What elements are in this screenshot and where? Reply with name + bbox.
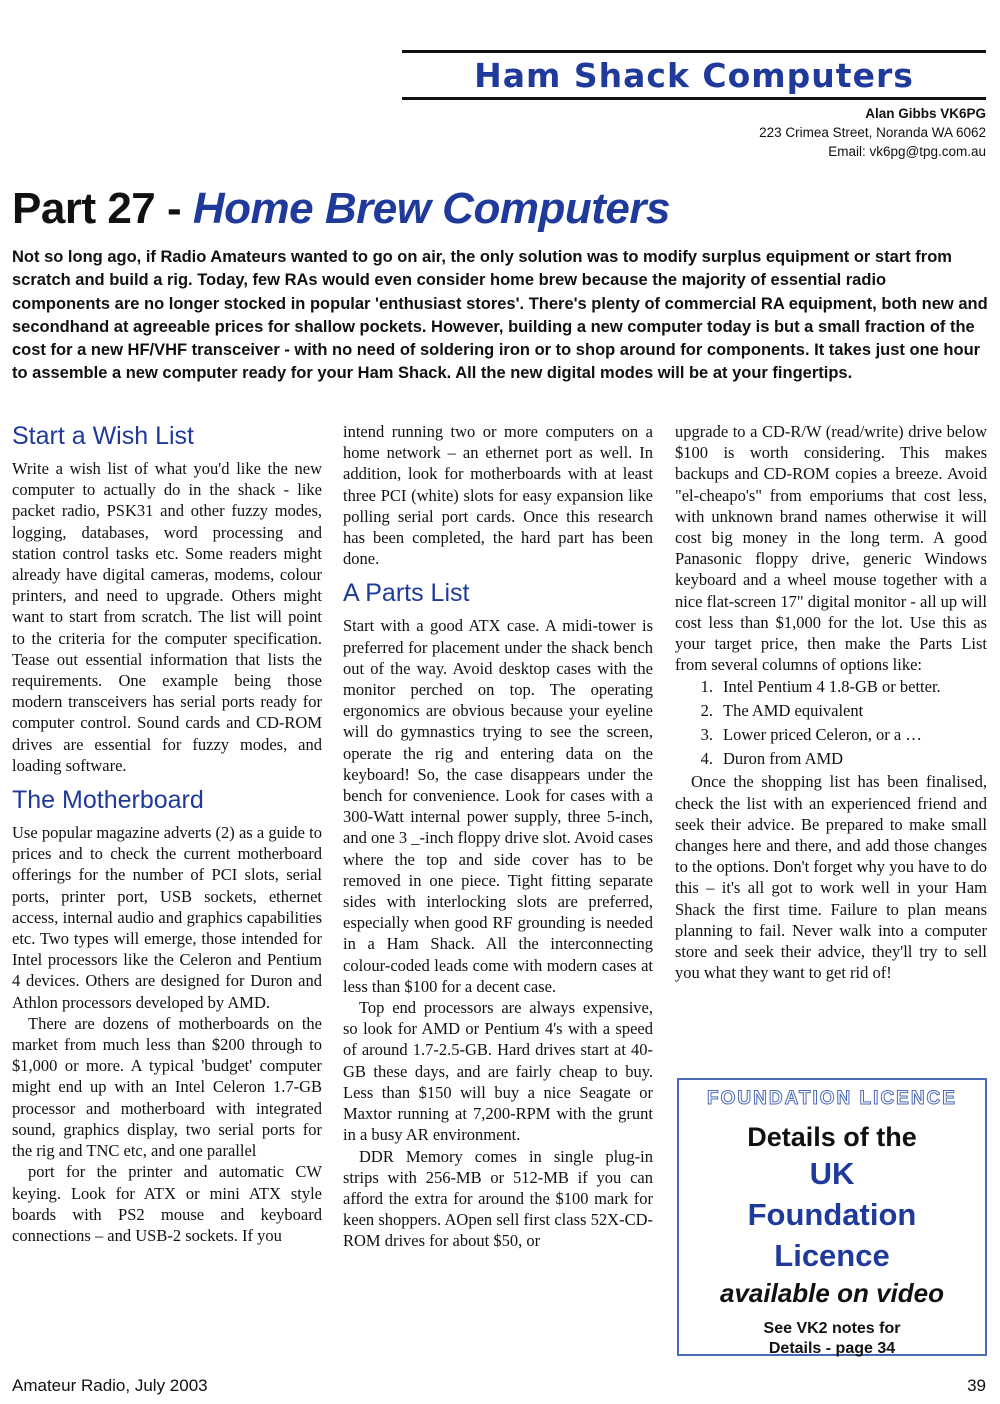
list-number: 3.: [700, 725, 713, 745]
ad-uk: UK: [809, 1156, 855, 1191]
footer-page-number: 39: [967, 1376, 986, 1395]
author-name: Alan Gibbs VK6PG: [865, 106, 986, 121]
list-item: [675, 747, 987, 771]
paragraph: port for the printer and automatic CW keying. Look for ATX or mini ATX style boards with PS2 mouse and keyboard connections – and USB-2 sockets. If you: [12, 1162, 322, 1245]
article-subtitle: Home Brew Computers: [192, 184, 670, 233]
article-title: [12, 183, 670, 235]
column-title: Ham Shack Computers: [402, 50, 986, 100]
list-item: [675, 699, 987, 723]
paragraph: DDR Memory comes in single plug-in strips with 256-MB or 512-MB if you can afford the extra for around the $100 mark for keen shoppers. AOpen sell first class 52X-CD-ROM drives for about $50, or: [343, 1146, 653, 1251]
paragraph: Start with a good ATX case. A midi-tower is preferred for placement under the shack bench out of the way. Avoid desktop cases with the monitor perched on top. The operating ergonomics are obvious because your eyeline will do gymnastics trying to see the screen, operate the rig and entering data on the keyboard! So, the case disappears under the bench for convenience. Look for cases with a 300-Watt internal power supply, three 5-inch, and one 3 _-inch floppy drive slot. Avoid cases where the top and side cover has to be removed in one piece. Tight fitting separate sides with interlocking slots are preferred, especially when good RF grounding is needed in a Ham Shack. All the interconnecting colour-coded leads come with modern cases at less than $100 for a decent case.: [343, 616, 653, 996]
column-1: [12, 418, 322, 1246]
section-heading: The Motherboard: [12, 786, 204, 815]
part-number: Part 27 -: [12, 184, 193, 233]
paragraph: intend running two or more computers on a home network – an ethernet port as well. In addition, look for motherboards with at least three PCI (white) slots for easy expansion like polling serial port cards. Once this research has been completed, the hard part has been done.: [343, 422, 653, 569]
list-number: 4.: [700, 749, 713, 769]
ad-video: available on video: [720, 1278, 944, 1308]
options-list: [675, 675, 987, 771]
ad-foundation: Foundation: [747, 1197, 917, 1232]
paragraph: Once the shopping list has been finalised, check the list with an experienced friend and seek their advice. Be prepared to make small changes here and there, and add those changes to the options. Don't forget why you have to do this – it's all got to work well in your Ham Shack the first time. Failure to plan means planning to fail. Never walk into a computer store and seek their advice, they'll try to sell you what they want to get rid of!: [675, 772, 987, 983]
section-heading: Start a Wish List: [12, 422, 194, 450]
foundation-licence-ad: [677, 1078, 987, 1356]
ad-page-ref: Details - page 34: [768, 1340, 896, 1357]
footer-magazine: Amateur Radio, July 2003: [12, 1376, 208, 1395]
ad-heading: Details of the: [747, 1122, 917, 1152]
ad-banner: FOUNDATION LICENCE: [707, 1088, 957, 1109]
list-number: 2.: [700, 701, 713, 721]
paragraph: Top end processors are always expensive, so look for AMD or Pentium 4's with a speed of around 1.7-2.5-GB. Hard drives start at 40-GB these days, and are fairly cheap to buy. Less than $150 will buy a nice Seagate or Maxtor running at 7,200-RPM with the grunt in a busy AR environment.: [343, 998, 653, 1145]
author-address: 223 Crimea Street, Noranda WA 6062: [759, 125, 986, 140]
section-heading: A Parts List: [343, 579, 470, 608]
author-block: [759, 104, 986, 161]
ad-note: See VK2 notes for: [763, 1320, 901, 1337]
ad-licence: Licence: [774, 1238, 890, 1273]
paragraph: Use popular magazine adverts (2) as a guide to prices and to check the current motherboard offerings for the number of PCI slots, serial ports, printer port, USB sockets, ethernet access, internal audio and graphics capabilities etc. Two types will emerge, those intended for Intel processors like the Celeron and Pentium 4 devices. Others are designed for Duron and Athlon processors developed by AMD.: [12, 823, 322, 1012]
author-email: Email: vk6pg@tpg.com.au: [828, 144, 986, 159]
list-item: [675, 675, 987, 699]
list-item: [675, 723, 987, 747]
column-3: [675, 421, 987, 983]
list-number: 1.: [700, 677, 713, 697]
list-text: Lower priced Celeron, or a …: [723, 725, 922, 745]
paragraph: Write a wish list of what you'd like the new computer to actually do in the shack - like packet radio, PSK31 and other fuzzy modes, logging, databases, word processing and station control tasks etc. Some readers might already have digital cameras, modems, colour printers, and need to upgrade. Others might want to start from scratch. The list will point to the criteria for the computer specification. Tease out essential information that lists the requirements. One example being those modern transceivers has serial ports ready for computer control. Sound cards and CD-ROM drives are essential for fuzzy modes, and loading software.: [12, 459, 322, 775]
paragraph: There are dozens of motherboards on the market from much less than $200 through to $1,000 or more. A typical 'budget' computer might end up with an Intel Celeron 1.7-GB processor and motherboard with integrated sound, graphics display, two serial ports for the rig and TNC etc, and one parallel: [12, 1013, 322, 1161]
list-text: The AMD equivalent: [723, 701, 864, 721]
paragraph: upgrade to a CD-R/W (read/write) drive below $100 is worth considering. This makes backups and CD-ROM copies a breeze. Avoid "el-cheapo's" from emporiums that cost less, with unknown brand names otherwise it will cost big money in the long term. A good Panasonic floppy drive, generic Windows keyboard and a wheel mouse together with a nice flat-screen 17" digital monitor - all up will cost less than $1,000 for the lot. Use this as your target price, then make the Parts List from several columns of options like:: [675, 422, 987, 675]
intro-paragraph: Not so long ago, if Radio Amateurs wanted to go on air, the only solution was to modify surplus equipment or start from scratch and build a rig. Today, few RAs would even consider home brew because the majority of essential radio components are no longer stocked in popular 'enthusiast stores'. There's plenty of commercial RA equipment, both new and secondhand at agreeable prices for shallow pockets. However, building a new computer today is but a small fraction of the cost for a new HF/VHF transceiver - with no need of soldering iron or to shop around for components. It takes just one hour to assemble a new computer ready for your Ham Shack. All the new digital modes will be at your fingertips.: [12, 248, 988, 383]
list-text: Intel Pentium 4 1.8-GB or better.: [723, 677, 941, 697]
list-text: Duron from AMD: [723, 749, 844, 769]
column-2: [343, 421, 653, 1252]
